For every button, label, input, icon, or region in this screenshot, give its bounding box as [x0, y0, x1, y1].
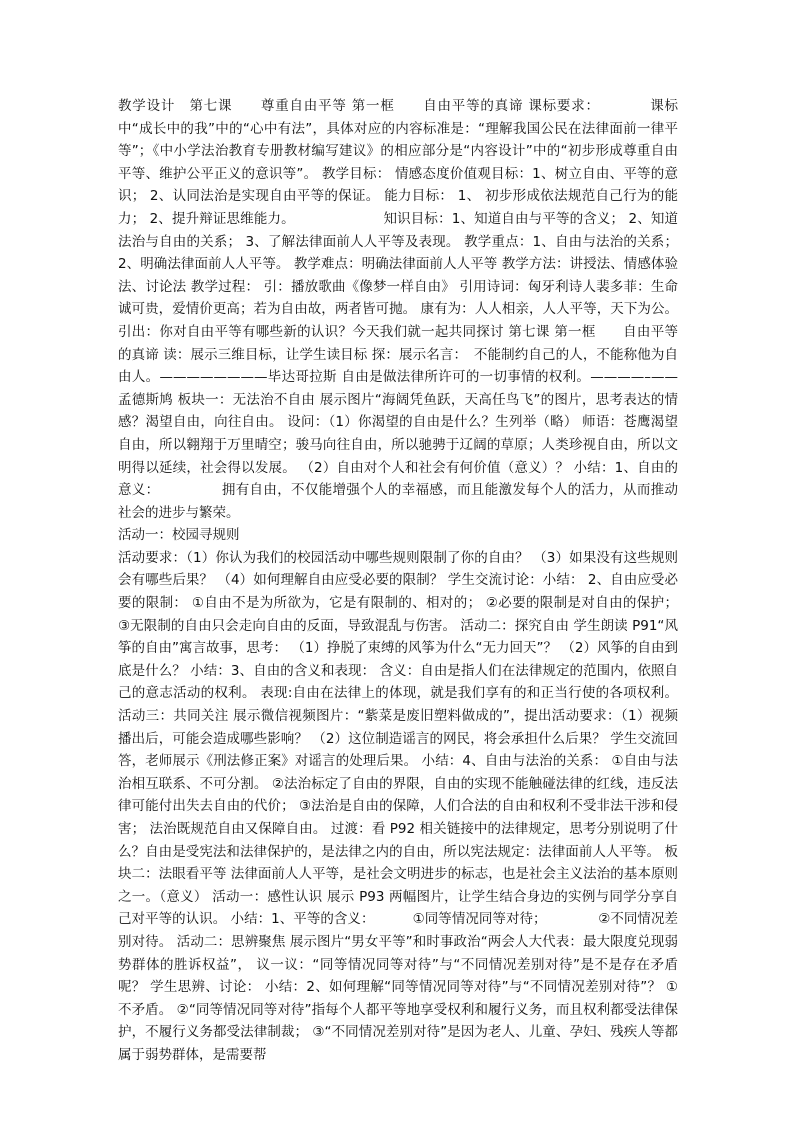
lesson-plan-paragraph: 教学设计 第七课 尊重自由平等 第一框 自由平等的真谛 课标要求： 课标中“成长中的我”中的“心中有法”，具体对应的内容标准是：“理解我国公民在法律面前一律平等”；《中小学法治教育专册教材编写建议》的相应部分是“内容设计”中的“初步形成尊重自由平等、维护公平正义的意识等”。 教学目标： 情感态度价值观目标：1、树立自由、平等的意识； 2、认同法治是实现自由平等的保证。 能力目标： 1、 初步形成依法规范自己行为的能力； 2、提升辩证思维能力。 知识目标：1、知道自由与平等的含义； 2、知道法治与自由的关系； 3、了解法律面前人人平等及表现。 教学重点：1、自由与法治的关系； 2、明确法律面前人人平等。 教学难点：明确法律面前人人平等 教学方法：讲授法、情感体验法、讨论法 教学过程： 引：播放歌曲《像梦一样自由》 引用诗词：匈牙利诗人裴多菲：生命诚可贵，爱情价更高；若为自由故，两者皆可抛。 康有为：人人相亲，人人平等，天下为公。 引出：你对自由平等有哪些新的认识？今天我们就一起共同探讨 第七课 第一框 自由平等的真谛 读：展示三维目标，让学生读目标 探：展示名言： 不能制约自己的人，不能称他为自由人。————————毕达哥拉斯 自由是做法律所许可的一切事情的权利。————–——孟德斯鸠 板块一：无法治不自由 展示图片“海阔凭鱼跃，天高任鸟飞”的图片，思考表达的情感？渴望自由，向往自由。 设问：（1）你渴望的自由是什么？生列举（略） 师语：苍鹰渴望自由，所以翱翔于万里晴空；骏马向往自由，所以驰骋于辽阔的草原；人类珍视自由，所以文明得以延续，社会得以发展。 （2）自由对个人和社会有何价值（意义）？ 小结：1、自由的意义： 拥有自由，不仅能增强个人的幸福感，而且能激发每个人的活力，从而推动社会的进步与繁荣。	[118, 98, 678, 521]
document-page	[118, 95, 678, 1067]
lesson-plan-paragraph: 活动要求：（1）你认为我们的校园活动中哪些规则限制了你的自由？ （3）如果没有这些规则会有哪些后果？ （4）如何理解自由应受必要的限制？ 学生交流讨论：小结： 2、自由应受必要的限制： ①自由不是为所欲为，它是有限制的、相对的； ②必要的限制是对自由的保护； ③无限制的自由只会走向自由的反面，导致混乱与伤害。 活动二：探究自由 学生朗读 P91“风筝的自由”寓言故事，思考： （1）挣脱了束缚的风筝为什么“无力回天”？ （2）风筝的自由到底是什么？ 小结：3、自由的含义和表现： 含义：自由是指人们在法律规定的范围内，依照自己的意志活动的权利。 表现:自由在法律上的体现，就是我们享有的和正当行使的各项权利。 活动三：共同关注 展示微信视频图片：“紫菜是废旧塑料做成的”，提出活动要求：（1）视频播出后，可能会造成哪些影响？ （2）这位制造谣言的网民，将会承担什么后果？ 学生交流回答，老师展示《刑法修正案》对谣言的处理后果。 小结：4、自由与法治的关系： ①自由与法治相互联系、不可分割。 ②法治标定了自由的界限，自由的实现不能触碰法律的红线，违反法律可能付出失去自由的代价； ③法治是自由的保障，人们合法的自由和权利不受非法干涉和侵害； 法治既规范自由又保障自由。 过渡：看 P92 相关链接中的法律规定，思考分别说明了什么？自由是受宪法和法律保护的，是法律之内的自由，所以宪法规定：法律面前人人平等。 板块二：法眼看平等 法律面前人人平等，是社会文明进步的标志，也是社会主义法治的基本原则之一。（意义） 活动一：感性认识 展示 P93 两幅图片，让学生结合身边的实例与同学分享自己对平等的认识。 小结：1、平等的含义： ①同等情况同等对待； ②不同情况差别对待。 活动二：思辨聚焦 展示图片“男女平等”和时事政治“两会人大代表：最大限度兑现弱势群体的胜诉权益”， 议一议：“同等情况同等对待”与“不同情况差别对待”是不是存在矛盾呢？ 学生思辨、讨论： 小结：2、如何理解“同等情况同等对待”与“不同情况差别对待”？ ①不矛盾。 ②“同等情况同等对待”指每个人都平等地享受权利和履行义务，而且权利都受法律保护，不履行义务都受法律制裁； ③“不同情况差别对待”是因为老人、儿童、孕妇、残疾人等都属于弱势群体，是需要帮	[118, 549, 678, 1063]
activity-heading: 活动一：校园寻规则	[118, 527, 240, 544]
